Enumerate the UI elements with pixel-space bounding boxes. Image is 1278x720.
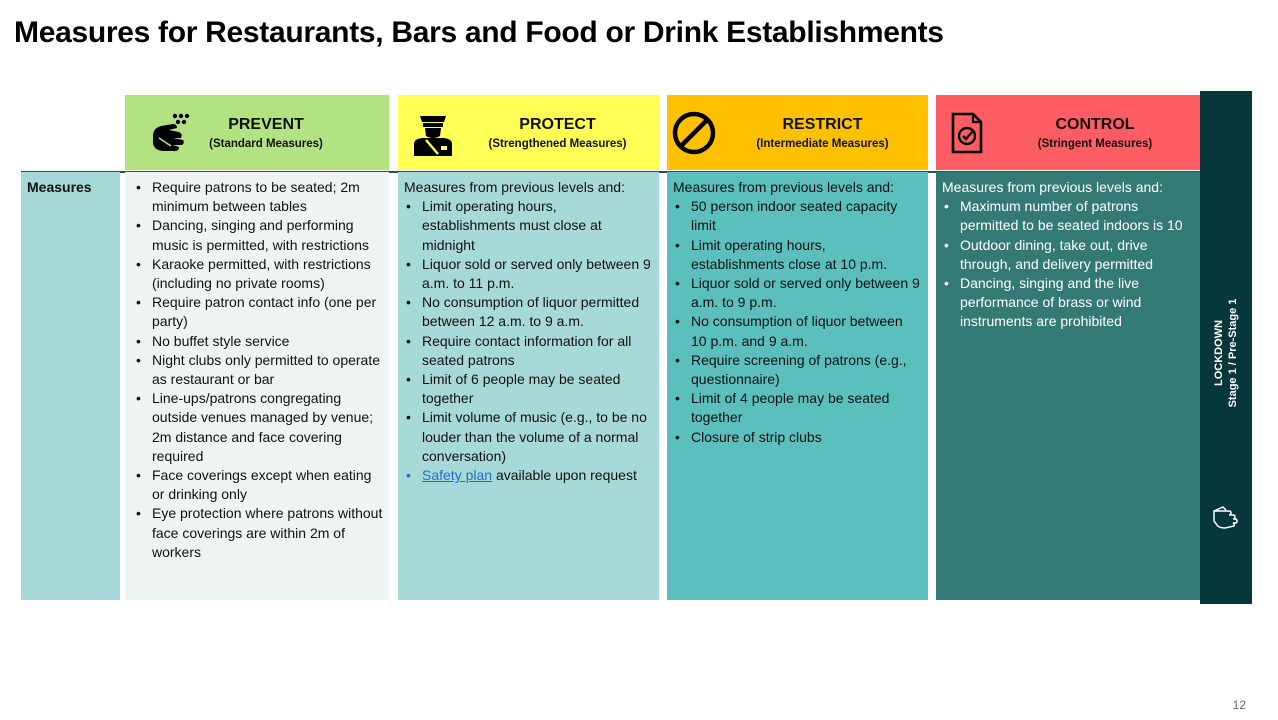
row-label: Measures [21, 172, 120, 600]
list-item: • Liquor sold or served only between 9 a.m. to 11 p.m. [422, 255, 653, 293]
lockdown-label [1212, 299, 1240, 408]
control-header-text [990, 116, 1200, 150]
checklist-document-icon [944, 110, 990, 156]
control-header [936, 95, 1200, 170]
protect-measures [398, 172, 659, 600]
level-name: PREVENT [228, 115, 304, 133]
list-item: • Limit of 4 people may be seated together [691, 389, 922, 427]
list-item: • Night clubs only permitted to operate as restaurant or bar [152, 351, 383, 389]
list-item: • No buffet style service [152, 332, 383, 351]
restrict-header [667, 95, 928, 170]
security-guard-icon [410, 110, 456, 156]
prevent-measure-list [134, 178, 383, 562]
intro-text: Measures from previous levels and: [942, 179, 1163, 195]
list-item [422, 466, 653, 485]
list-item: • Closure of strip clubs [691, 428, 922, 447]
restrict-measures [667, 172, 928, 600]
list-item: • 50 person indoor seated capacity limit [691, 197, 922, 235]
level-subtitle: (Stringent Measures) [1037, 137, 1153, 150]
list-item: • Require patrons to be seated; 2m minimum between tables [152, 178, 383, 216]
list-item: • Eye protection where patrons without face coverings are within 2m of workers [152, 504, 383, 562]
list-item: • Face coverings except when eating or drinking only [152, 466, 383, 504]
list-item: • No consumption of liquor between 10 p.m. and 9 a.m. [691, 312, 922, 350]
intro-text: Measures from previous levels and: [673, 179, 894, 195]
level-subtitle: (Strengthened Measures) [488, 137, 627, 150]
prevent-measures [125, 172, 389, 600]
link-rest-text: available upon request [492, 467, 637, 484]
list-item: • Limit volume of music (e.g., to be no louder than the volume of a normal conversation) [422, 408, 653, 466]
level-name: CONTROL [1055, 115, 1135, 133]
protect-header-text [456, 116, 659, 150]
safety-plan-link[interactable]: Safety plan [422, 467, 493, 484]
level-name: RESTRICT [782, 115, 863, 133]
list-item: • Outdoor dining, take out, drive through, and delivery permitted [960, 236, 1194, 274]
list-item: • Line-ups/patrons congregating outside venues managed by venue; 2m distance and face covering required [152, 389, 383, 466]
list-item: • Dancing, singing and performing music is permitted, with restrictions [152, 216, 383, 254]
protect-header [398, 95, 659, 170]
protect-measure-list [404, 197, 653, 466]
stop-hand-icon [1211, 501, 1241, 531]
list-item: • Maximum number of patrons permitted to be seated indoors is 10 [960, 197, 1194, 235]
control-measure-list [942, 197, 1194, 331]
lockdown-stage: Stage 1 / Pre-Stage 1 [1227, 298, 1239, 408]
prevent-header-text [193, 116, 339, 150]
level-subtitle: (Intermediate Measures) [756, 137, 889, 150]
prohibited-icon [671, 110, 717, 156]
level-name: PROTECT [519, 115, 596, 133]
lockdown-band [1200, 91, 1252, 604]
control-measures [936, 172, 1200, 600]
list-item: • Limit operating hours, establishments close at 10 p.m. [691, 236, 922, 274]
list-item: • Liquor sold or served only between 9 a.m. to 9 p.m. [691, 274, 922, 312]
list-item: • Limit operating hours, establishments must close at midnight [422, 197, 653, 255]
list-item: • Karaoke permitted, with restrictions (including no private rooms) [152, 255, 383, 293]
safety-plan-list [404, 466, 653, 485]
restrict-measure-list [673, 197, 922, 447]
prevent-header [125, 95, 389, 170]
list-item: • Require screening of patrons (e.g., questionnaire) [691, 351, 922, 389]
lockdown-title: LOCKDOWN [1213, 320, 1225, 387]
list-item: • Dancing, singing and the live performance of brass or wind instruments are prohibited [960, 274, 1194, 332]
page-number: 12 [1232, 698, 1246, 712]
page-title: Measures for Restaurants, Bars and Food or Drink Establishments [14, 16, 944, 49]
list-item: • Require contact information for all seated patrons [422, 332, 653, 370]
level-subtitle: (Standard Measures) [209, 137, 323, 150]
list-item: • Require patron contact info (one per party) [152, 293, 383, 331]
intro-text: Measures from previous levels and: [404, 179, 625, 195]
list-item: • Limit of 6 people may be seated together [422, 370, 653, 408]
hand-washing-icon [147, 110, 193, 156]
list-item: • No consumption of liquor permitted between 12 a.m. to 9 a.m. [422, 293, 653, 331]
restrict-header-text [717, 116, 928, 150]
